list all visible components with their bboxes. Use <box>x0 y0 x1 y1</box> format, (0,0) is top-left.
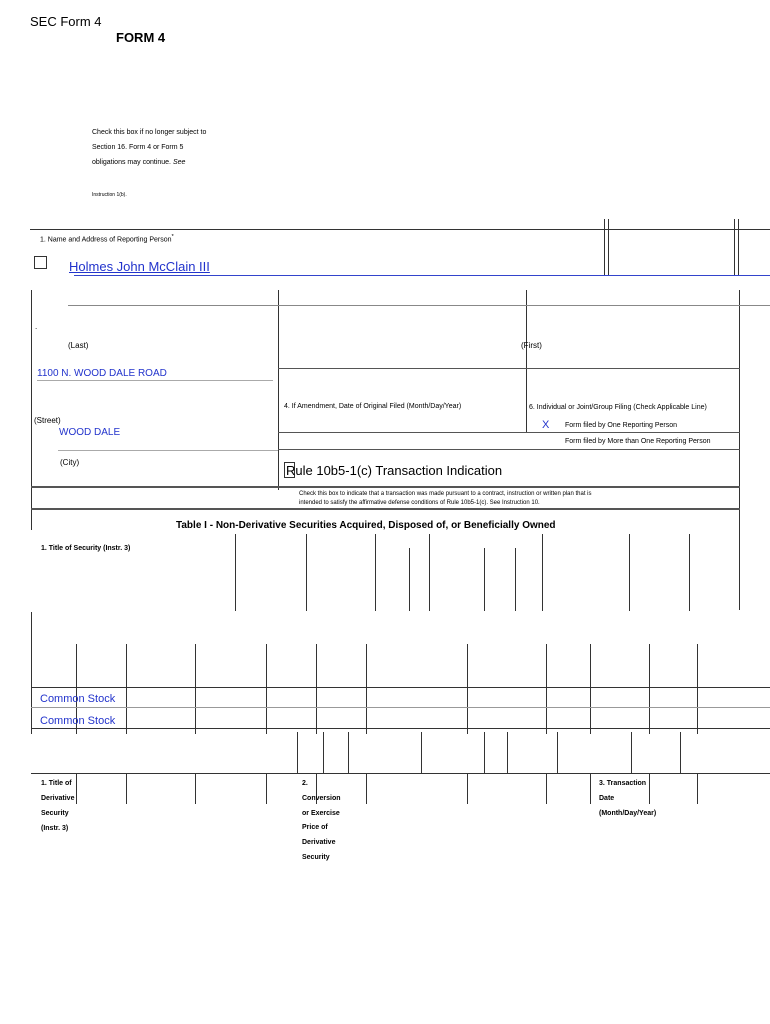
filing-label: 6. Individual or Joint/Group Filing (Check Applicable Line) <box>529 404 707 411</box>
table1-row1-title: Common Stock <box>40 693 116 705</box>
filing-divider <box>278 432 740 433</box>
street-label: (Street) <box>34 416 61 425</box>
checkbox-note-line2: Section 16. Form 4 or Form 5 <box>92 144 184 151</box>
t1-vline-6 <box>484 548 485 611</box>
t2-upper-vline-7 <box>557 732 558 774</box>
reporting-person-name-link[interactable]: Holmes John McClain III <box>69 259 210 274</box>
t2-lower-vline-9 <box>590 774 591 804</box>
t1r-vline-3 <box>195 644 196 734</box>
top-col-line-c <box>734 219 735 275</box>
amendment-label: 4. If Amendment, Date of Original Filed (Month/Day/Year) <box>284 403 462 410</box>
t2-col2-line5: Derivative <box>302 839 336 846</box>
filing-option-one: Form filed by One Reporting Person <box>565 422 678 429</box>
t2-col3-line2: Date <box>599 795 615 802</box>
top-col-line-b <box>608 219 609 275</box>
checkbox-note-see: See <box>172 159 186 166</box>
street-value: 1100 N. WOOD DALE ROAD <box>37 368 167 379</box>
t1r-vline-6 <box>366 644 367 734</box>
city-right-line <box>278 449 740 450</box>
t2-lower-vline-1 <box>76 774 77 804</box>
t2-lower-vline-10 <box>649 774 650 804</box>
t1-lower-left-line <box>31 612 32 734</box>
t1r-vline-4 <box>266 644 267 734</box>
t1r-vline-8 <box>546 644 547 734</box>
t2-upper-vline-3 <box>348 732 349 774</box>
last-label: (Last) <box>68 341 89 350</box>
t1-vline-7 <box>515 548 516 611</box>
reporting-person-label <box>40 234 174 243</box>
addr-mid-hline <box>278 368 740 369</box>
city-value: WOOD DALE <box>59 427 121 438</box>
t2-upper-vline-2 <box>323 732 324 774</box>
first-label: (First) <box>521 341 542 350</box>
table1-col1-header: 1. Title of Security (Instr. 3) <box>41 545 131 552</box>
addr-left-line <box>31 290 32 530</box>
t2-col1-line1: 1. Title of <box>41 780 72 787</box>
t1r-vline-7 <box>467 644 468 734</box>
t1-vline-9 <box>629 534 630 611</box>
t2-upper-vline-8 <box>631 732 632 774</box>
t1-vline-10 <box>689 534 690 611</box>
addr-dot: . <box>35 322 38 331</box>
t2-lower-vline-8 <box>546 774 547 804</box>
t2-lower-vline-4 <box>266 774 267 804</box>
addr-right-line <box>739 290 740 610</box>
t2-col3-line1: 3. Transaction <box>599 780 647 787</box>
top-divider <box>30 229 770 230</box>
t2-col1-line4: (Instr. 3) <box>41 825 69 832</box>
t2-upper-vline-4 <box>421 732 422 774</box>
filing-option-two: Form filed by More than One Reporting Person <box>565 438 711 445</box>
t2-lower-vline-6 <box>366 774 367 804</box>
name-underline <box>74 275 770 276</box>
addr-right-mid-line <box>526 290 527 432</box>
t2-lower-vline-7 <box>467 774 468 804</box>
table1-row2-title: Common Stock <box>40 715 116 727</box>
t2-col1-line3: Security <box>41 810 69 817</box>
checkbox-note-line4: Instruction 1(b). <box>92 192 127 198</box>
checkbox-note-line3 <box>92 159 185 166</box>
t2-col2-line3: or Exercise <box>302 810 340 817</box>
t2-col2-line4: Price of <box>302 824 328 831</box>
t2-col2-line2: Conversion <box>302 795 341 802</box>
addr-mid-line <box>278 290 279 490</box>
filing-one-mark[interactable]: X <box>542 419 550 431</box>
t1-row-line-1 <box>31 687 770 688</box>
t1-vline-2 <box>306 534 307 611</box>
t2-col2-line1: 2. <box>302 780 308 787</box>
addr-top-line <box>68 305 770 306</box>
t1r-vline-9 <box>590 644 591 734</box>
t2-upper-vline-6 <box>507 732 508 774</box>
t1-vline-4 <box>409 548 410 611</box>
t2-col2-line6: Security <box>302 854 330 861</box>
doc-title: SEC Form 4 <box>30 14 102 29</box>
top-col-line-d <box>738 219 739 275</box>
t1r-vline-10 <box>649 644 650 734</box>
reporting-person-label-mark: * <box>171 234 174 240</box>
form-title: FORM 4 <box>116 30 166 45</box>
checkbox-note-line1: Check this box if no longer subject to <box>92 129 207 136</box>
t2-lower-vline-11 <box>697 774 698 804</box>
t2-lower-vline-3 <box>195 774 196 804</box>
rule-note-line2: intended to satisfy the affirmative defense conditions of Rule 10b5-1(c). See Instruction 10. <box>299 500 540 506</box>
t1r-vline-5 <box>316 644 317 734</box>
reporting-person-label-text: 1. Name and Address of Reporting Person <box>40 236 172 244</box>
t1-row-line-2 <box>31 707 770 708</box>
top-col-line-a <box>604 219 605 275</box>
t1-row-line-3 <box>31 728 770 729</box>
t2-upper-vline-9 <box>680 732 681 774</box>
city-underline <box>58 450 278 451</box>
rule-note-line1: Check this box to indicate that a transaction was made pursuant to a contract, instruction or written plan that is <box>299 491 592 497</box>
t1r-vline-2 <box>126 644 127 734</box>
t2-header-line <box>31 773 770 774</box>
no-longer-subject-checkbox[interactable] <box>34 256 47 269</box>
t1-vline-3 <box>375 534 376 611</box>
t2-upper-vline-5 <box>484 732 485 774</box>
t2-col1-line2: Derivative <box>41 795 75 802</box>
t2-upper-vline-1 <box>297 732 298 774</box>
t1-vline-8 <box>542 534 543 611</box>
t1-vline-1 <box>235 534 236 611</box>
t1r-vline-11 <box>697 644 698 734</box>
city-label: (City) <box>60 458 80 467</box>
table1-title: Table I - Non-Derivative Securities Acquired, Disposed of, or Beneficially Owned <box>176 520 556 531</box>
street-underline <box>37 380 273 381</box>
checkbox-note-line3-text: obligations may continue. <box>92 159 171 166</box>
rule-top-line <box>31 486 740 488</box>
rule-title: Rule 10b5-1(c) Transaction Indication <box>286 463 503 478</box>
t1-vline-5 <box>429 534 430 611</box>
t2-lower-vline-2 <box>126 774 127 804</box>
rule-bottom-line <box>31 508 740 510</box>
t2-col3-line3: (Month/Day/Year) <box>599 810 657 817</box>
